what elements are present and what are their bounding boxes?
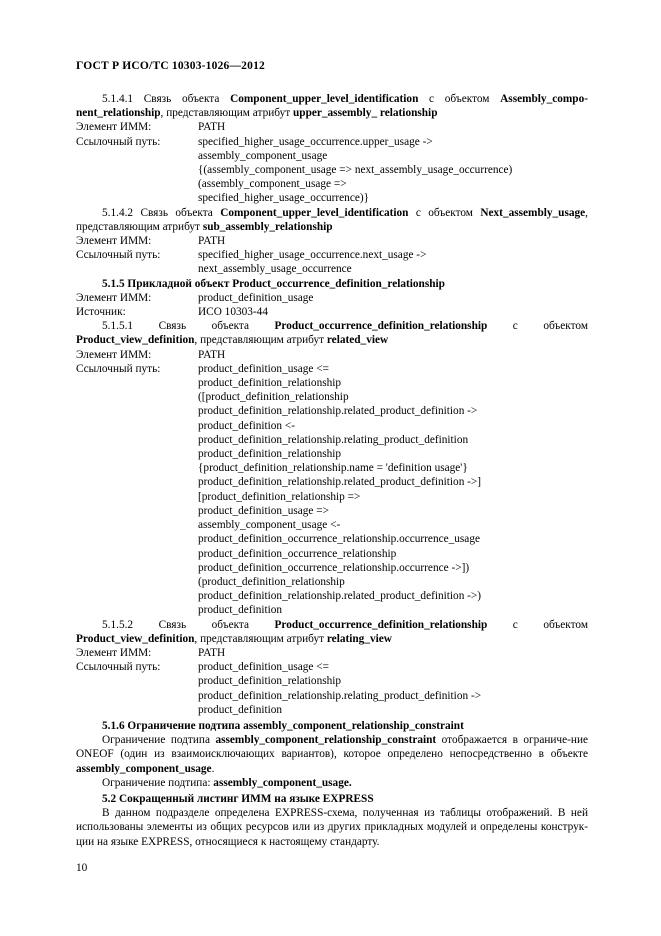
section-5151-path-line-0: product_definition_usage <= xyxy=(198,362,330,375)
section-516-bold1: assembly_component_relationship_constraint xyxy=(215,734,437,747)
section-516-text1: Ограничение подтипа xyxy=(102,734,216,747)
source-label: Источник: xyxy=(76,306,126,319)
section-5142-imm-value: PATH xyxy=(198,235,226,248)
section-5151-imm-value: PATH xyxy=(198,348,226,361)
section-5152-path-line-0: product_definition_usage <= xyxy=(198,661,330,674)
reference-path-label: Ссылочный путь: xyxy=(76,362,161,375)
section-5151-bold1: Product_occurrence_definition_relationship xyxy=(274,320,488,333)
section-5142-text1: 5.1.4.2 Связь объекта xyxy=(102,206,221,219)
section-5151-text1: 5.1.5.1 Связь объекта xyxy=(102,320,275,333)
section-516-note-bold: assembly_component_usage. xyxy=(213,776,352,789)
section-5151-paragraph xyxy=(76,319,588,347)
section-515-source-value: ИСО 10303-44 xyxy=(198,306,268,319)
section-5141-imm-value: PATH xyxy=(198,121,226,134)
section-516-note-text: Ограничение подтипа: xyxy=(102,776,214,789)
section-5142-path-row xyxy=(76,248,588,262)
imm-element-label: Элемент ИММ: xyxy=(76,121,152,134)
section-5151-path-line-6: product_definition_relationship xyxy=(198,448,342,461)
page-header: ГОСТ Р ИСО/ТС 10303-1026—2012 xyxy=(76,60,265,72)
section-5152-imm-value: PATH xyxy=(198,646,226,659)
section-5152-paragraph xyxy=(76,618,588,646)
section-5141-text3: , представляющим атрибут xyxy=(160,107,293,120)
imm-element-label: Элемент ИММ: xyxy=(76,235,152,248)
section-5151-path-line-8: product_definition_relationship.related_product_definition ->] xyxy=(198,476,482,489)
section-5142-bold3: sub_assembly_relationship xyxy=(202,220,333,233)
section-5152-bold3: relating_view xyxy=(326,632,392,645)
section-5152-path-line-2: product_definition_relationship.relating_product_definition -> xyxy=(198,689,482,702)
section-52-body: В данном подразделе определена EXPRESS-схема, полученная из таблицы отображений. В ней использованы элементы из общих ресурсов или из других прикладных модулей и определены конструк-ции на языке EXPRESS, относящиеся к настоящему стандарту. xyxy=(76,807,588,848)
section-5152-path-lines xyxy=(198,674,588,717)
page-content xyxy=(76,92,588,849)
section-516-heading: 5.1.6 Ограничение подтипа assembly_component_relationship_constraint xyxy=(102,719,464,732)
section-5141-path-line-2: {(assembly_component_usage => next_assembly_usage_occurrence) xyxy=(198,164,513,177)
section-5141-path-row xyxy=(76,135,588,149)
section-5151-path-line-11: assembly_component_usage <- xyxy=(198,519,341,532)
section-515-imm-value: product_definition_usage xyxy=(198,291,314,304)
section-5152-bold2: Product_view_definition xyxy=(76,632,195,645)
imm-element-label: Элемент ИММ: xyxy=(76,646,152,659)
imm-element-label: Элемент ИММ: xyxy=(76,291,152,304)
section-5151-path-line-4: product_definition <- xyxy=(198,419,296,432)
section-5152-text1: 5.1.5.2 Связь объекта xyxy=(102,618,275,631)
section-5152-text3: , представляющим атрибут xyxy=(194,632,327,645)
section-515-imm-row xyxy=(76,291,588,305)
section-5151-bold2: Product_view_definition xyxy=(76,334,195,347)
section-5151-path-line-7: {product_definition_relationship.name = 'definition usage'} xyxy=(198,462,468,475)
section-5151-text3: , представляющим атрибут xyxy=(194,334,327,347)
section-5151-path-line-15: (product_definition_relationship xyxy=(198,575,345,588)
section-5152-path-row xyxy=(76,660,588,674)
section-5142-bold2: Next_assembly_usage xyxy=(480,206,586,219)
section-5141-path-lines xyxy=(198,149,588,206)
section-5151-path-line-3: product_definition_relationship.related_product_definition -> xyxy=(198,405,478,418)
section-5152-imm-row xyxy=(76,646,588,660)
section-5142-text2: с объектом xyxy=(408,206,481,219)
section-5151-imm-row xyxy=(76,348,588,362)
section-5141-path-line-1: assembly_component_usage xyxy=(198,149,328,162)
section-5151-text2: с объектом xyxy=(487,320,588,333)
section-516-body xyxy=(76,733,588,776)
section-516-text2: отображается в ограниче-ние ONEOF (один из взаимоисключающих вариантов), которое определено непосредственно в объекте xyxy=(76,734,588,761)
section-5152-text2: с объектом xyxy=(487,618,588,631)
section-5141-text2: с объектом xyxy=(418,93,501,105)
section-52-heading: 5.2 Сокращенный листинг ИММ на языке EXPRESS xyxy=(102,792,374,805)
section-5141-bold3: upper_assembly_ relationship xyxy=(293,107,438,120)
section-5142-path-line-1: next_assembly_usage_occurrence xyxy=(198,263,352,276)
section-5141-path-line-3: (assembly_component_usage => xyxy=(198,178,347,191)
section-5151-path-lines xyxy=(198,376,588,617)
reference-path-label: Ссылочный путь: xyxy=(76,135,161,148)
section-5151-path-line-12: product_definition_occurrence_relationship.occurrence_usage xyxy=(198,533,480,546)
section-5152-path-line-1: product_definition_relationship xyxy=(198,675,342,688)
section-516-note xyxy=(76,776,588,790)
section-5141-text1: 5.1.4.1 Связь объекта xyxy=(102,93,231,105)
section-5142-bold1: Component_upper_level_identification xyxy=(220,206,409,219)
section-5142-paragraph xyxy=(76,206,588,234)
section-5151-path-line-10: product_definition_usage => xyxy=(198,504,330,517)
section-5141-bold1: Component_upper_level_identification xyxy=(230,93,419,105)
section-5142-path-lines xyxy=(198,262,588,276)
section-5151-path-row xyxy=(76,362,588,376)
section-5152-bold1: Product_occurrence_definition_relationship xyxy=(274,618,488,631)
section-5151-path-line-16: product_definition_relationship.related_product_definition ->) xyxy=(198,590,482,603)
section-5141-paragraph xyxy=(76,92,588,120)
section-5152-path-line-3: product_definition xyxy=(198,703,283,716)
section-5141-bold2: Assembly_compo-nent_relationship xyxy=(76,93,589,120)
section-5142-path-line-0: specified_higher_usage_occurrence.next_usage -> xyxy=(198,249,427,262)
section-5151-path-line-2: ([product_definition_relationship xyxy=(198,391,349,404)
section-515-heading: 5.1.5 Прикладной объект Product_occurrence_definition_relationship xyxy=(102,277,445,290)
section-5151-path-line-14: product_definition_occurrence_relationship.occurrence ->]) xyxy=(198,561,470,574)
section-5141-imm-row xyxy=(76,120,588,134)
reference-path-label: Ссылочный путь: xyxy=(76,249,161,262)
imm-element-label: Элемент ИММ: xyxy=(76,348,152,361)
section-5151-path-line-5: product_definition_relationship.relating_product_definition xyxy=(198,433,469,446)
section-5151-path-line-9: [product_definition_relationship => xyxy=(198,490,361,503)
section-515-source-row xyxy=(76,305,588,319)
section-5151-bold3: related_view xyxy=(326,334,389,347)
section-5151-path-line-17: product_definition xyxy=(198,604,283,617)
section-5151-path-line-13: product_definition_occurrence_relationship xyxy=(198,547,397,560)
section-5151-path-line-1: product_definition_relationship xyxy=(198,377,342,390)
section-516-bold2: assembly_component_usage xyxy=(76,762,212,775)
section-516-text3: . xyxy=(211,762,215,775)
section-5142-imm-row xyxy=(76,234,588,248)
page-number: 10 xyxy=(76,862,88,874)
reference-path-label: Ссылочный путь: xyxy=(76,661,161,674)
section-5141-path-line-0: specified_higher_usage_occurrence.upper_usage -> xyxy=(198,135,433,148)
section-5141-path-line-4: specified_higher_usage_occurrence)} xyxy=(198,192,370,205)
section-5142-text3: , представляющим атрибут xyxy=(76,206,588,233)
